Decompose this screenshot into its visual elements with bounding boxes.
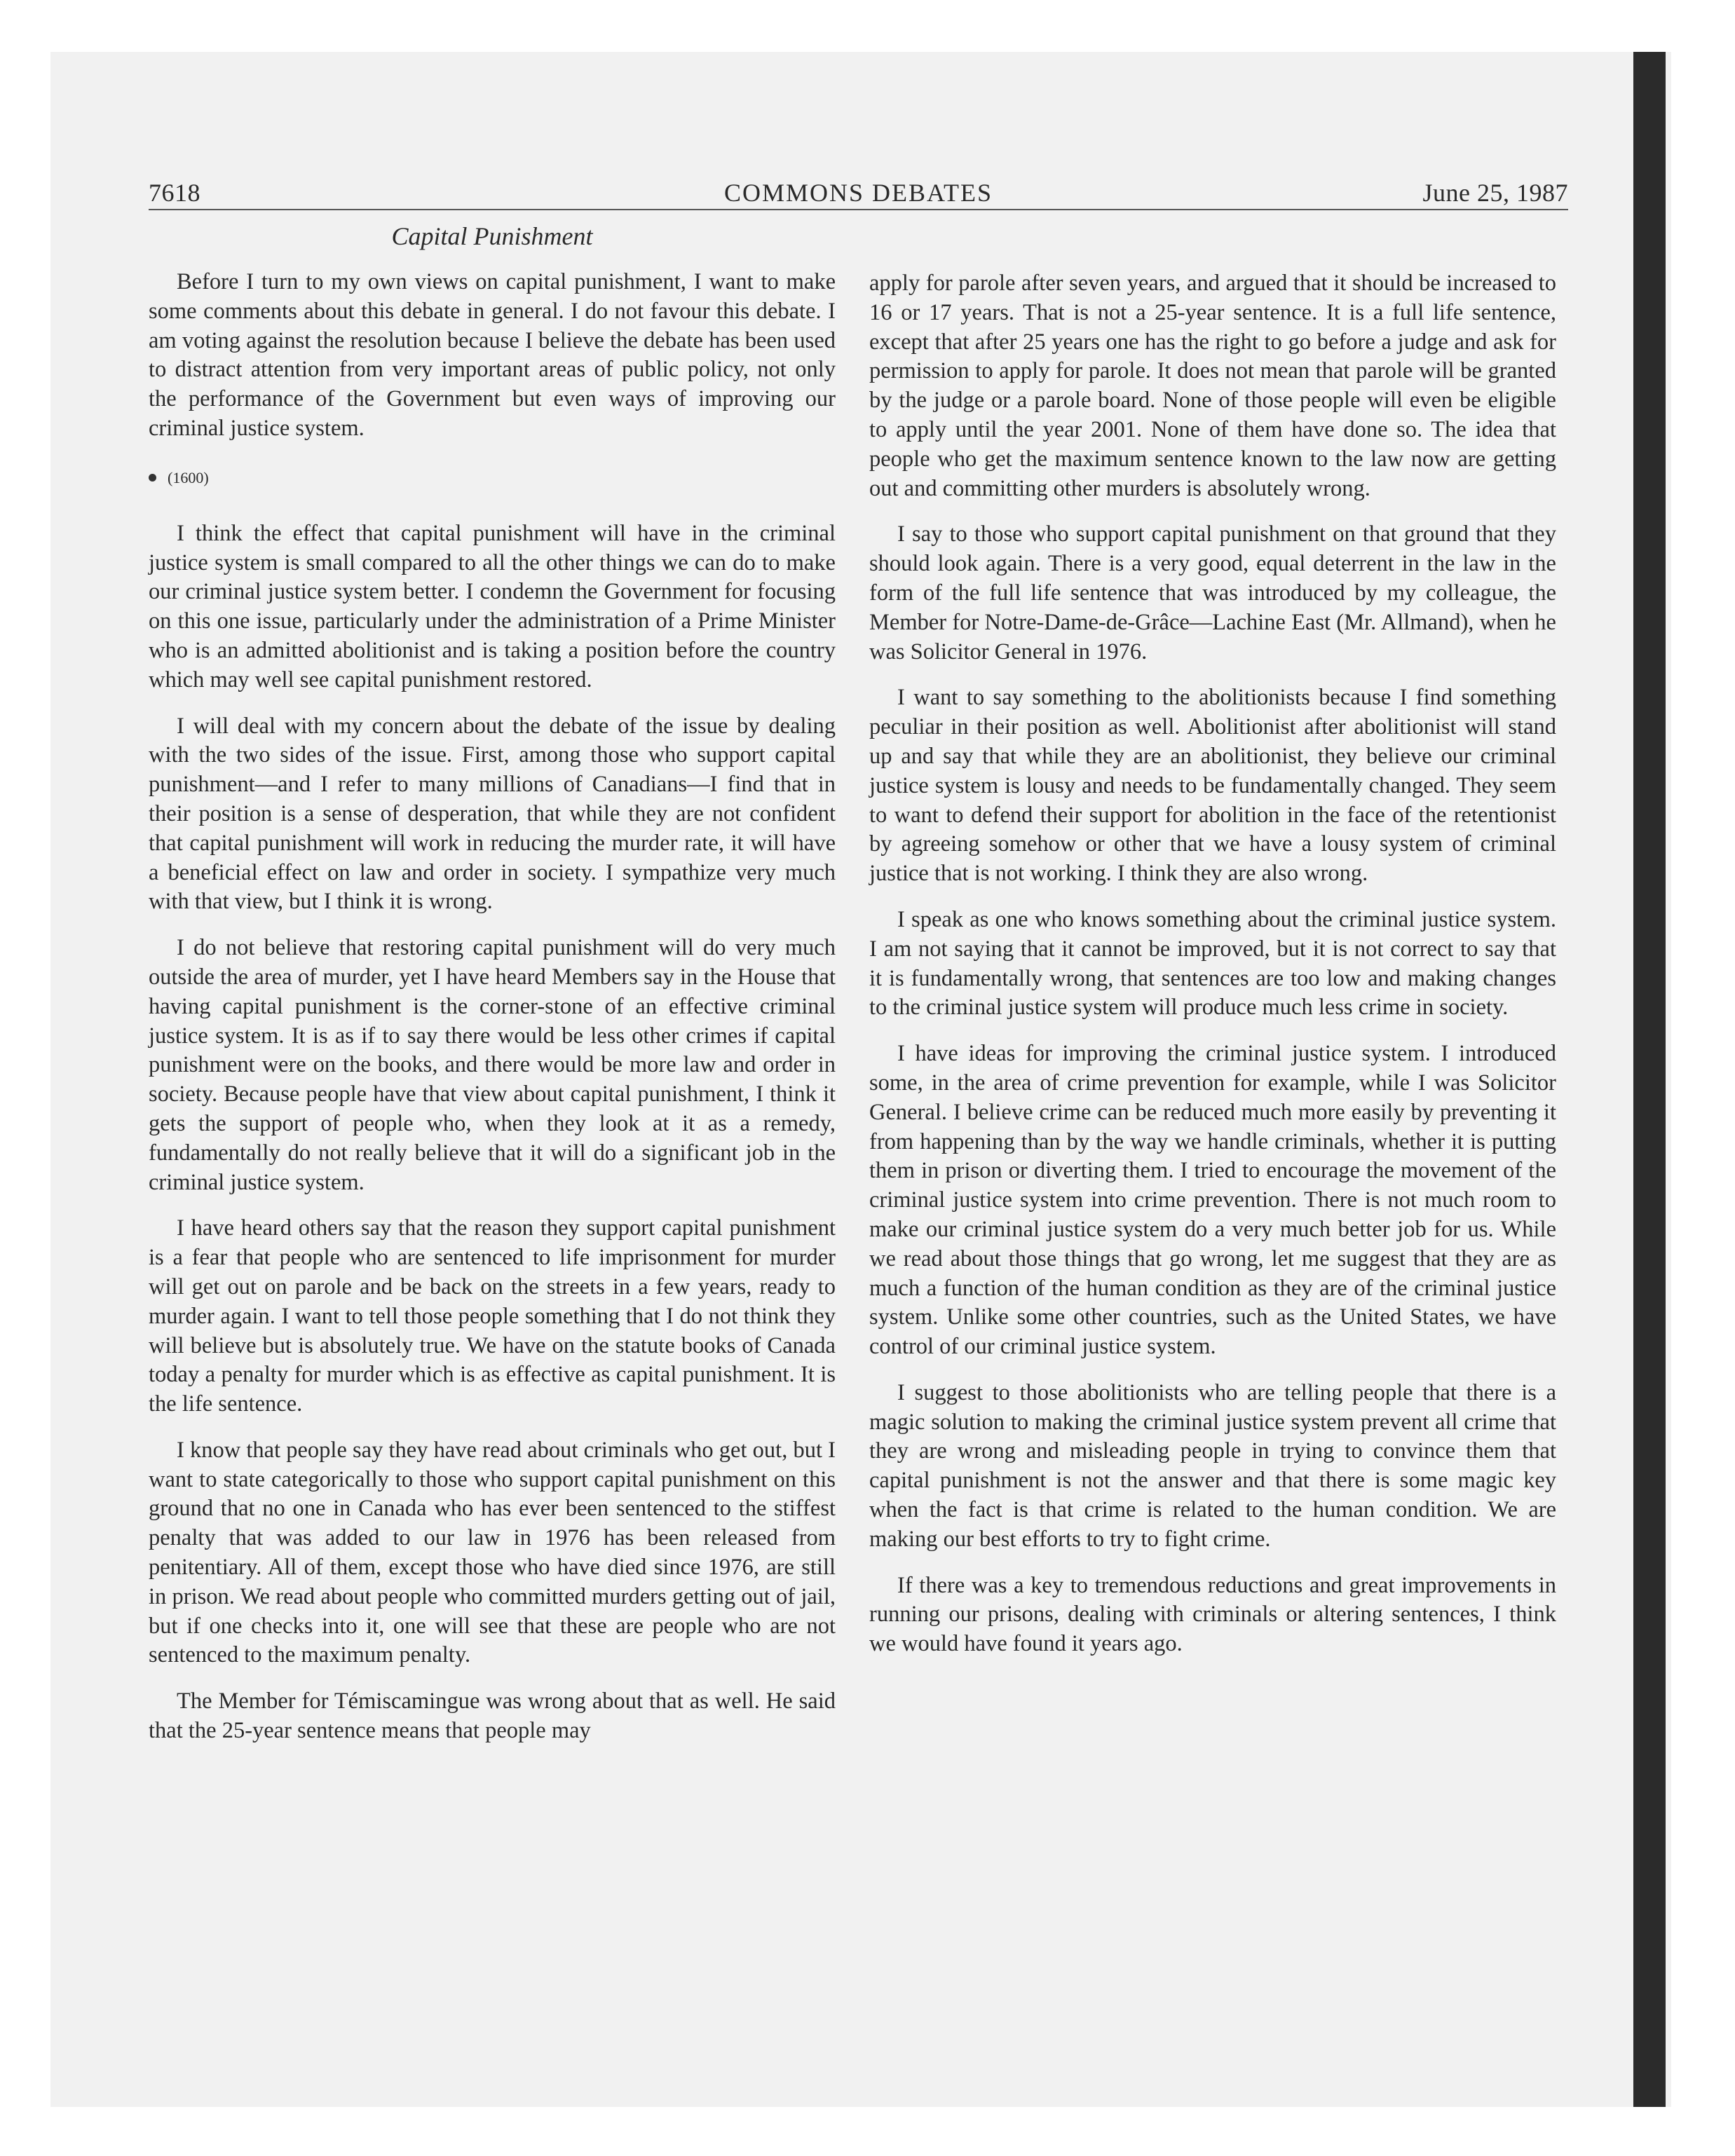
paragraph: I do not believe that restoring capital punishment will do very much outside the area of murder, yet I have heard Members say in the House that having capital punishment is the corner-stone of an effective criminal justice system. It is as if to say there would be less other crimes if capital punishment were on the books, and there would be more law and order in society. Because people have that view about capital punishment, I think it gets the support of people who, when they look at it as a remedy, fundamentally do not really believe that it will do a significant job in the criminal justice system.: [149, 935, 836, 1195]
paragraph: The Member for Témiscamingue was wrong about that as well. He said that the 25-year sentence means that people may: [149, 1688, 836, 1744]
publication-title: COMMONS DEBATES: [723, 179, 993, 207]
bullet-icon: [149, 474, 156, 482]
scan-edge-shadow: [1633, 52, 1666, 2107]
paragraph: If there was a key to tremendous reductions and great improvements in running our prisons, dealing with criminals or altering sentences, I think we would have found it years ago.: [869, 1572, 1556, 1657]
paragraph: I speak as one who knows something about the criminal justice system. I am not saying that it cannot be improved, but it is not correct to say that it is fundamentally wrong, that sentences are too low and making changes to the criminal justice system will produce much less crime in society.: [869, 906, 1556, 1021]
left-column: [149, 268, 836, 1763]
page-number: 7618: [149, 179, 200, 207]
section-title: Capital Punishment: [391, 222, 593, 250]
paragraph: I have ideas for improving the criminal justice system. I introduced some, in the area of crime prevention for example, while I was Solicitor General. I believe crime can be reduced much more easily by preventing it from happening than by the way we handle criminals, whether it is putting them in prison or diverting them. I tried to encourage the movement of the criminal justice system into crime prevention. There is not much room to make our criminal justice system do a very much better job for us. While we read about those things that go wrong, let me suggest that they are as much a function of the human condition as they are of the criminal justice system. Unlike some other countries, such as the United States, we have control of our criminal justice system.: [869, 1041, 1556, 1360]
paragraph: I want to say something to the abolitionists because I find something peculiar in their position as well. Abolitionist after abolitionist will stand up and say that while they are an abolitionist, they believe our criminal justice system is lousy and needs to be fundamentally changed. They seem to want to defend their support for abolition in the face of the retentionist by agreeing somehow or other that we have a lousy system of criminal justice that is not working. I think they are also wrong.: [869, 685, 1556, 887]
paragraph: I think the effect that capital punishment will have in the criminal justice system is small compared to all the other things we can do to make our criminal justice system better. I condemn the Government for focusing on this one issue, particularly under the administration of a Prime Minister who is an admitted abolitionist and is taking a position before the country which may well see capital punishment restored.: [149, 520, 836, 692]
right-column: [869, 269, 1556, 1676]
time-marker-label: (1600): [168, 468, 209, 486]
paragraph-continued: apply for parole after seven years, and argued that it should be increased to 16 or 17 years. That is not a 25-year sentence. It is a full life sentence, except that after 25 years one has the right to go before a judge and ask for permission to apply for parole. It does not mean that parole will be granted by the judge or a parole board. None of those people will even be eligible to apply until the year 2001. None of them have done so. The idea that people who get the maximum sentence known to the law now are getting out and committing other murders is absolutely wrong.: [869, 271, 1556, 501]
paragraph: I suggest to those abolitionists who are telling people that there is a magic solution to making the criminal justice system prevent all crime that they are wrong and misleading people in trying to convince them that capital punishment is not the answer and that there is some magic key when the fact is that crime is related to the human condition. We are making our best efforts to try to fight crime.: [869, 1379, 1556, 1552]
publication-date: June 25, 1987: [1422, 179, 1568, 207]
page-header: [149, 168, 1568, 210]
paragraph: I have heard others say that the reason they support capital punishment is a fear that people who are sentenced to life imprisonment for murder will get out on parole and be back on the streets in a few years, ready to murder again. I want to tell those people something that I do not think they will believe but is absolutely true. We have on the statute books of Canada today a penalty for murder which is as effective as capital punishment. It is the life sentence.: [149, 1215, 836, 1417]
paragraph: Before I turn to my own views on capital punishment, I want to make some comments about this debate in general. I do not favour this debate. I am voting against the resolution because I believe the debate has been used to distract attention from very important areas of public policy, not only the performance of the Government but even ways of improving our criminal justice system.: [149, 269, 836, 441]
paragraph: I say to those who support capital punishment on that ground that they should look again. There is a very good, equal deterrent in the law in the form of the full life sentence that was introduced by my colleague, the Member for Notre-Dame-de-Grâce—Lachine East (Mr. Allmand), when he was Solicitor General in 1976.: [869, 521, 1556, 664]
paragraph: I know that people say they have read about criminals who get out, but I want to state categorically to those who support capital punishment on this ground that no one in Canada who has ever been sentenced to the stiffest penalty that was added to our law in 1976 has been released from penitentiary. All of them, except those who have died since 1976, are still in prison. We read about people who committed murders getting out of jail, but if one checks into it, one will see that these are people who are not sentenced to the maximum penalty.: [149, 1437, 836, 1668]
time-marker: [149, 468, 836, 489]
paragraph: I will deal with my concern about the debate of the issue by dealing with the two sides of the issue. First, among those who support capital punishment—and I refer to many millions of Canadians—I find that in their position is a sense of desperation, that while they are not confident that capital punishment will work in reducing the murder rate, it will have a beneficial effect on law and order in society. I sympathize very much with that view, but I think it is wrong.: [149, 713, 836, 915]
